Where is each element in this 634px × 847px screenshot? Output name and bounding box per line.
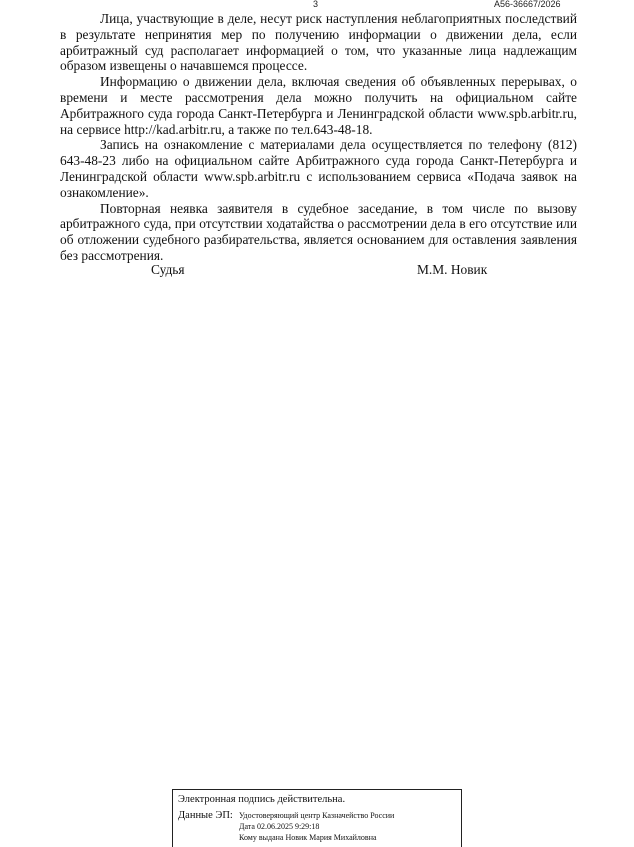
paragraph-nonappearance: Повторная неявка заявителя в судебное заседание, в том числе по вызову арбитражного суда, при отсутствии ходатайства о рассмотрении дела в его отсутствие или об отложении судебного разбирательства, является основанием для оставления заявления без рассмотрения. [60,200,577,263]
electronic-signature-stamp [172,789,462,847]
case-number: А56-36667/2026 [494,0,561,9]
esig-issuer: Удостоверяющий центр Казначейство России [239,811,395,820]
paragraph-risk-notice: Лица, участвующие в деле, несут риск наступления неблагоприятных последствий в результате непринятия мер по получению информации о движении дела, если арбитражный суд располагает информацией о том, что указанные лица надлежащим образом извещены о начавшемся процессе. [60,11,577,74]
signature-role: Судья [151,262,185,277]
esig-validity-text: Электронная подпись действительна. [178,794,346,805]
esig-date: Дата 02.06.2025 9:29:18 [239,822,320,831]
signature-name: М.М. Новик [417,262,488,277]
document-body [60,11,577,264]
paragraph-case-info: Информацию о движении дела, включая сведения об объявленных перерывах, о времени и месте рассмотрения дела можно получить на официальном сайте Арбитражного суда города Санкт-Петербурга и Ленинградской области www.spb.arbitr.ru, на сервисе http://kad.arbitr.ru, а также по тел.643-48-18. [60,74,577,137]
page-number: 3 [313,0,319,9]
esig-data-label: Данные ЭП: [178,810,233,821]
esig-issued-to: Кому выдана Новик Мария Михайловна [239,833,377,842]
paragraph-review-booking: Запись на ознакомление с материалами дела осуществляется по телефону (812) 643-48-23 либо на официальном сайте Арбитражного суда города Санкт-Петербурга и Ленинградской области www.spb.arbitr.ru с использованием сервиса «Подача заявок на ознакомление». [60,137,577,200]
